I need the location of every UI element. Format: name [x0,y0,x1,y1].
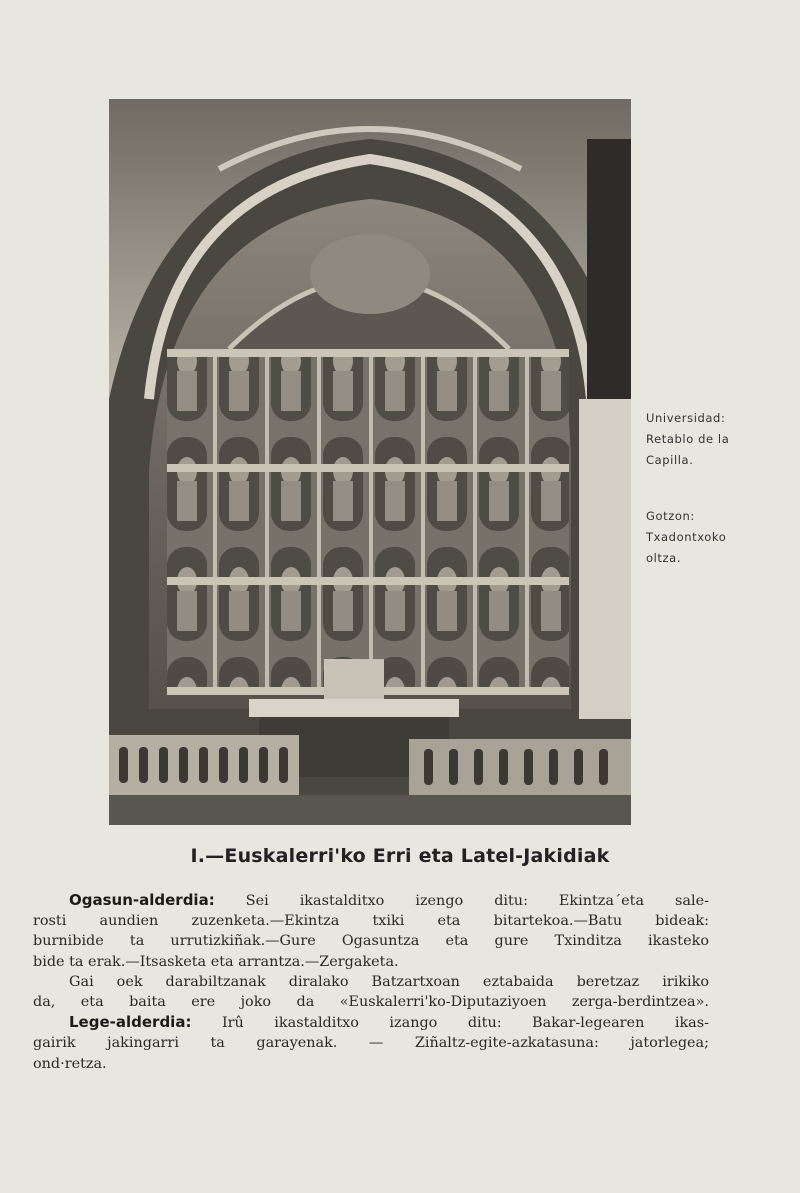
caption-line: Retablo de la [646,432,730,446]
paragraph-gai [33,972,709,1012]
paragraph-lege [33,1012,709,1074]
text-line [33,1012,709,1033]
text-line: bide ta erak.—Itsasketa eta arrantza.—Zergaketa. [33,953,399,970]
retablo-photo [109,99,631,825]
text-line: da, eta baita ere joko da «Euskalerri'ko-Diputaziyoen zerga-berdintzea». [33,994,709,1011]
text-line: rosti aundien zuzenketa.—Ekintza txiki eta bitartekoa.—Batu bideak: [33,913,709,930]
paragraph-lead: Lege-alderdia: [69,1013,192,1032]
text-line: ond·retza. [33,1055,107,1072]
caption-line: oltza. [646,551,682,565]
paragraph-lead: Ogasun-alderdia: [69,891,215,909]
retablo-illustration [109,99,631,825]
caption-basque [646,506,726,569]
text-line [33,890,709,911]
text-line: gairik jakingarri ta garayenak. — Ziñaltz-egite-azkatasuna: jatorlegea; [33,1035,709,1052]
caption-line: Universidad: [646,411,726,425]
text-line: burnibide ta urrutizkiñak.—Gure Ogasuntza eta gure Txinditza ikasteko [33,933,709,950]
body-text [33,890,709,1074]
section-heading: I.—Euskalerri'ko Erri eta Latel-Jakidiak [190,845,610,867]
text-line-content: Irû ikastalditxo izango ditu: Bakar-legearen ikas- [221,1015,709,1032]
text-line: Gai oek darabiltzanak diralako Batzartxoan eztabaida beretzaz irikiko [69,973,709,990]
caption-spanish [646,408,729,471]
caption-line: Capilla. [646,453,694,467]
caption-line: Gotzon: [646,509,695,523]
caption-line: Txadontxoko [646,530,727,544]
text-line-content: Sei ikastalditxo izengo ditu: Ekintza´eta sale- [245,893,709,909]
paragraph-ogasun [33,890,709,972]
